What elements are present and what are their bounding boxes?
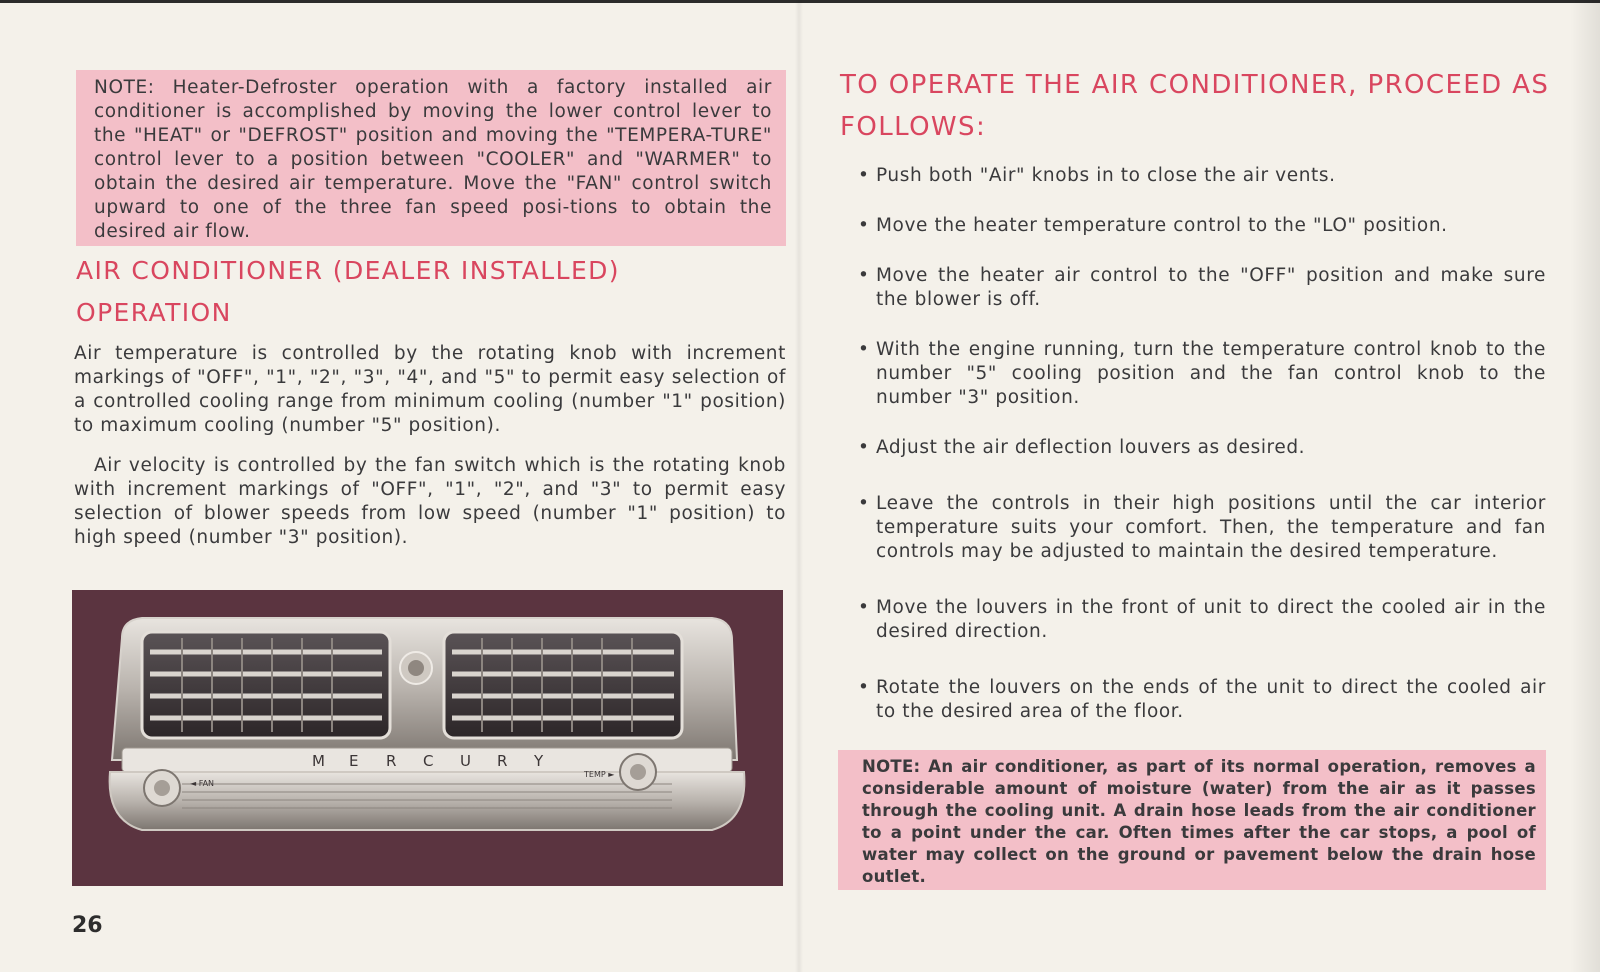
air-conditioner-unit-photo (72, 590, 783, 886)
air-temperature-paragraph: Air temperature is controlled by the rotating knob with increment markings of "OFF", "1", "2", "3", "4", and "5" to permit easy selection of a controlled cooling range from minimum cooling (number "1" position) to maximum cooling (number "5" position). (74, 343, 786, 436)
step-text: Move the louvers in the front of unit to direct the cooled air in the desired direction. (876, 597, 1546, 642)
step-text: Move the heater temperature control to the "LO" position. (876, 215, 1448, 236)
list-item (856, 596, 1546, 644)
moisture-drain-note: NOTE: An air conditioner, as part of its normal operation, removes a considerable amount of moisture (water) from the air as it passes through the cooling unit. A drain hose leads from the air conditioner to a point under the car. Often times after the car stops, a pool of water may collect on the ground or pavement below the drain hose outlet. (838, 750, 1546, 890)
heater-defroster-note: NOTE: Heater-Defroster operation with a factory installed air conditioner is accomplished by moving the lower control lever to the "HEAT" or "DEFROST" position and moving the "TEMPERA-TURE" control lever to a position between "COOLER" and "WARMER" to obtain the desired air temperature. Move the "FAN" control switch upward to one of the three fan speed posi-tions to obtain the desired air flow. (76, 70, 786, 246)
page-spine-shadow (795, 0, 803, 972)
air-velocity-paragraph: Air velocity is controlled by the fan switch which is the rotating knob with increment markings of "OFF", "1", "2", and "3" to permit easy selection of blower speeds from low speed (number "1" position) to high speed (number "3" position). (74, 455, 786, 548)
fan-label: ◄ FAN (190, 779, 215, 788)
bullet-icon: • (858, 493, 870, 514)
brand-letter: C (423, 752, 436, 770)
step-text: With the engine running, turn the temperature control knob to the number "5" cooling position and the fan control knob to the number "3" position. (876, 339, 1546, 408)
section-heading-air-conditioner: AIR CONDITIONER (DEALER INSTALLED) (76, 256, 620, 285)
bullet-icon: • (858, 677, 870, 698)
list-item (856, 164, 1546, 188)
list-item (856, 492, 1546, 564)
brand-letter: M (312, 752, 327, 770)
brand-letter: Y (534, 752, 546, 770)
list-item (856, 436, 1546, 460)
list-item (856, 214, 1546, 238)
bullet-icon: • (858, 215, 870, 236)
temp-label: TEMP ► (584, 770, 615, 779)
step-text: Move the heater air control to the "OFF" position and make sure the blower is off. (876, 265, 1546, 310)
bullet-icon: • (858, 597, 870, 618)
bullet-icon: • (858, 339, 870, 360)
list-item (856, 264, 1546, 312)
page-number: 26 (72, 913, 103, 938)
bullet-icon: • (858, 437, 870, 458)
operate-air-conditioner-heading: TO OPERATE THE AIR CONDITIONER, PROCEED AS FOLLOWS: (840, 70, 1550, 142)
step-text: Adjust the air deflection louvers as desired. (876, 437, 1306, 458)
page-right-edge-shadow (1570, 0, 1600, 972)
section-heading-operation: OPERATION (76, 298, 232, 327)
air-conditioner-illustration (72, 590, 783, 886)
brand-letter: E (349, 752, 361, 770)
step-text: Leave the controls in their high positions until the car interior temperature suits your comfort. Then, the temperature and fan controls may be adjusted to maintain the desired temperature. (876, 493, 1546, 562)
brand-letter: U (460, 752, 473, 770)
left-vent-grille (142, 632, 390, 738)
list-item (856, 676, 1546, 724)
right-vent-grille (444, 632, 682, 738)
brand-letter: R (386, 752, 399, 770)
bullet-icon: • (858, 165, 870, 186)
step-text: Push both "Air" knobs in to close the air vents. (876, 165, 1336, 186)
step-text: Rotate the louvers on the ends of the unit to direct the cooled air to the desired area of the floor. (876, 677, 1546, 722)
list-item (856, 338, 1546, 410)
brand-letter: R (497, 752, 510, 770)
bullet-icon: • (858, 265, 870, 286)
